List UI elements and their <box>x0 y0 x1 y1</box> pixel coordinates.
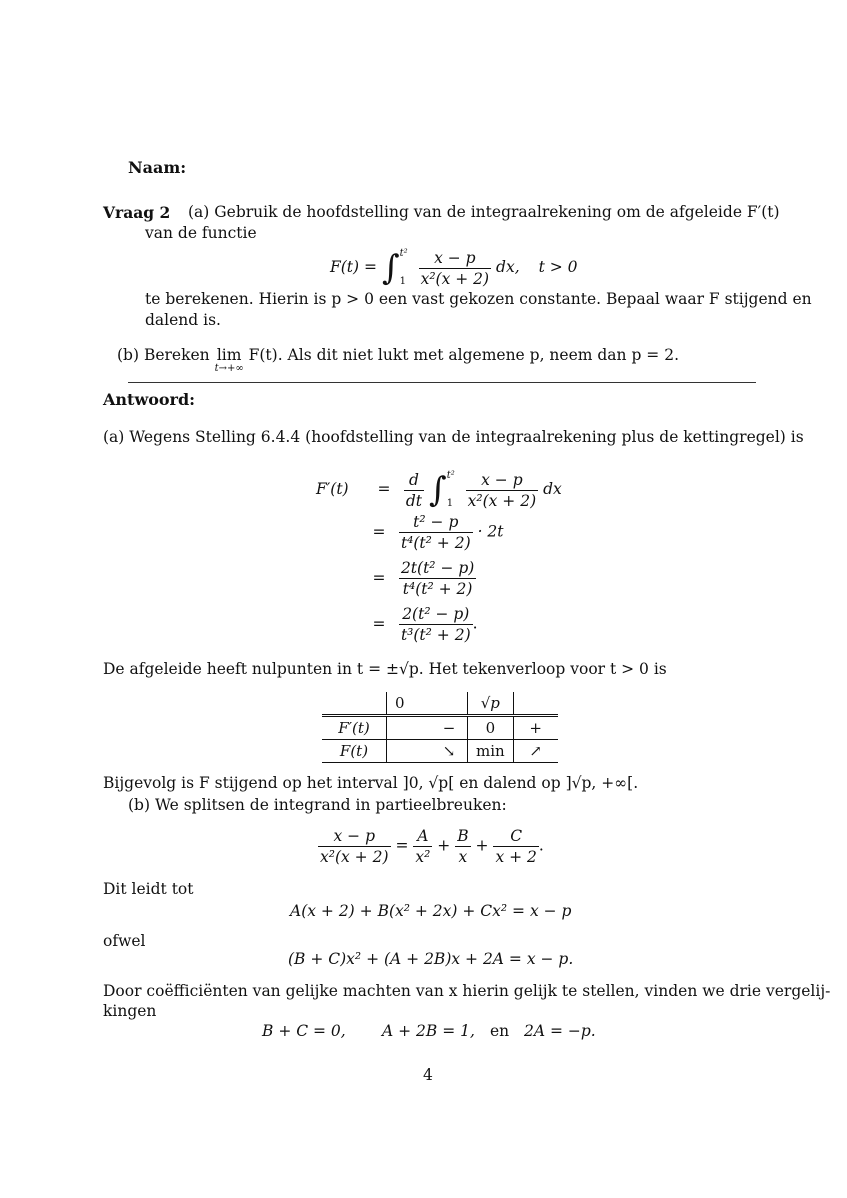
integrand-dx: dx, <box>496 258 520 276</box>
step1-lower: 1 <box>446 498 454 509</box>
header-cell-2 <box>431 692 468 716</box>
question-title: Vraag 2 <box>103 203 171 222</box>
step1-upper: t² <box>446 470 455 481</box>
answer-heading: Antwoord: <box>103 390 196 409</box>
step2-tail: · 2t <box>477 522 504 541</box>
integral-lower: 1 <box>399 276 407 287</box>
equation-2: (B + C)x² + (A + 2B)x + 2A = x − p. <box>288 950 574 968</box>
step3-num: 2t(t² − p) <box>400 559 475 577</box>
eq-sign-2: = <box>372 522 386 541</box>
sign-table-wrap <box>322 692 558 763</box>
row0-cell-2: − <box>442 719 456 737</box>
derivation-step-3 <box>364 558 476 599</box>
part-b-line <box>117 346 679 374</box>
step4-den: t³(t² + 2) <box>400 626 471 644</box>
header-cell-1: 0 <box>387 692 432 716</box>
part-a-text-1: (a) Gebruik de hoofdstelling van de integraalrekening om de afgeleide F′(t) <box>188 203 780 221</box>
condition: t > 0 <box>538 258 578 276</box>
step1-dx: dx <box>543 480 562 498</box>
row0-label: F′(t) <box>322 716 387 740</box>
sign-table <box>322 692 558 763</box>
row0-cell-4: + <box>529 719 542 737</box>
part-b-suffix: F(t). Als dit niet lukt met algemene p, neem dan p = 2. <box>248 346 680 364</box>
integral-sign-2: ∫ <box>428 470 447 510</box>
pf-a-den: x² <box>415 848 431 866</box>
pf-lhs-den: x²(x + 2) <box>320 848 389 866</box>
row1-label: F(t) <box>322 740 387 763</box>
zeros-text: De afgeleide heeft nulpunten in t = ±√p. Het tekenverloop voor t > 0 is <box>103 660 667 678</box>
separator-rule <box>128 382 756 383</box>
part-a-text-3: te berekenen. Hierin is p > 0 een vast gekozen constante. Bepaal waar F stijgend en <box>145 290 812 308</box>
pf-lhs-num: x − p <box>318 826 391 847</box>
step2-num: t² − p <box>399 512 473 533</box>
step4-num: 2(t² − p) <box>399 604 473 625</box>
step3-den: t⁴(t² + 2) <box>402 580 473 598</box>
system-eq-2: A + 2B = 1, <box>382 1022 475 1040</box>
sign-table-header <box>322 692 558 716</box>
header-cell-4 <box>513 692 558 716</box>
pf-c-den: x + 2 <box>495 848 537 866</box>
integrand-num: x − p <box>419 248 492 269</box>
answer-a-intro: (a) Wegens Stelling 6.4.4 (hoofdstelling van de integraalrekening plus de kettingregel) is <box>103 428 804 446</box>
header-cell-0 <box>322 692 387 716</box>
row0-cell-1 <box>387 716 432 740</box>
limit <box>215 346 244 374</box>
step2-fraction <box>399 512 473 553</box>
eq-sign-3: = <box>372 568 386 587</box>
coef-text-1: Door coëfficiënten van gelijke machten van x hierin gelijk te stellen, vinden we drie vergelij- <box>103 982 831 1000</box>
leads-to-text: Dit leidt tot <box>103 880 194 898</box>
row1-cell-3: min <box>468 740 514 763</box>
step1-num: x − p <box>466 470 539 491</box>
eq-sign-1: = <box>377 480 391 498</box>
row1-cell-4: ↗ <box>529 742 542 760</box>
pf-a <box>413 826 432 867</box>
row1-cell-1 <box>387 740 432 763</box>
step1-fraction <box>466 470 539 511</box>
page-number: 4 <box>423 1066 433 1084</box>
part-b-prefix: (b) Bereken <box>117 346 210 364</box>
system-en: en <box>490 1022 510 1040</box>
eq-sign-4: = <box>372 614 386 633</box>
derivation-step-1 <box>316 462 562 518</box>
sign-row-derivative <box>322 716 558 740</box>
d-num: d <box>404 470 424 491</box>
part-a-text-4: dalend is. <box>145 311 221 329</box>
derivation-step-4 <box>364 604 478 645</box>
formula-lhs: F(t) = <box>330 258 377 276</box>
part-a-text-2: van de functie <box>145 224 257 242</box>
deriv-lhs: F′(t) <box>316 480 349 498</box>
partial-fractions: $\frac{x - p}{\text{x²(x + 2)}}$ = $\frac{A}{\text{x²}}$ + $\frac{B}{x}$ + $\frac{C}{x + 2}$ . <box>320 827 544 866</box>
step4-tail: . <box>472 614 478 633</box>
pf-b-num: B <box>457 827 469 845</box>
integral-sign: ∫ <box>381 248 400 288</box>
system-eq-1: B + C = 0, <box>262 1022 346 1040</box>
step4-fraction <box>399 604 473 645</box>
pf-b <box>455 826 470 867</box>
conclusion-text: Bijgevolg is F stijgend op het interval ]0, √p[ en dalend op ]√p, +∞[. <box>103 774 639 792</box>
pf-lhs <box>318 826 391 867</box>
integrand-den: x²(x + 2) <box>420 269 490 288</box>
question-formula <box>330 240 578 296</box>
ofwel-text: ofwel <box>103 932 146 950</box>
row0-cell-3: 0 <box>468 716 514 740</box>
lim-word: lim <box>216 346 242 364</box>
step3-fraction <box>399 558 476 599</box>
integrand-fraction <box>419 248 492 289</box>
pf-a-num: A <box>413 826 432 847</box>
lim-sub: t→+∞ <box>214 363 244 374</box>
name-label: Naam: <box>128 158 187 177</box>
d-dt <box>404 470 424 511</box>
header-cell-3: √p <box>468 692 514 716</box>
row1-cell-2: ↘ <box>442 742 456 760</box>
sign-row-function <box>322 740 558 763</box>
pf-c-num: C <box>493 826 538 847</box>
step1-den: x²(x + 2) <box>467 491 537 510</box>
d-den: dt <box>405 491 423 510</box>
equation-1: A(x + 2) + B(x² + 2x) + Cx² = x − p <box>290 902 572 920</box>
system-eq-3: 2A = −p. <box>524 1022 596 1040</box>
derivation-step-2 <box>364 512 504 553</box>
pf-b-den: x <box>458 848 468 866</box>
integral-upper: t² <box>399 248 408 259</box>
step2-den: t⁴(t² + 2) <box>400 534 471 552</box>
b-intro-text: (b) We splitsen de integrand in partieelbreuken: <box>128 796 507 814</box>
coef-text-2: kingen <box>103 1002 157 1020</box>
pf-c <box>493 826 538 867</box>
